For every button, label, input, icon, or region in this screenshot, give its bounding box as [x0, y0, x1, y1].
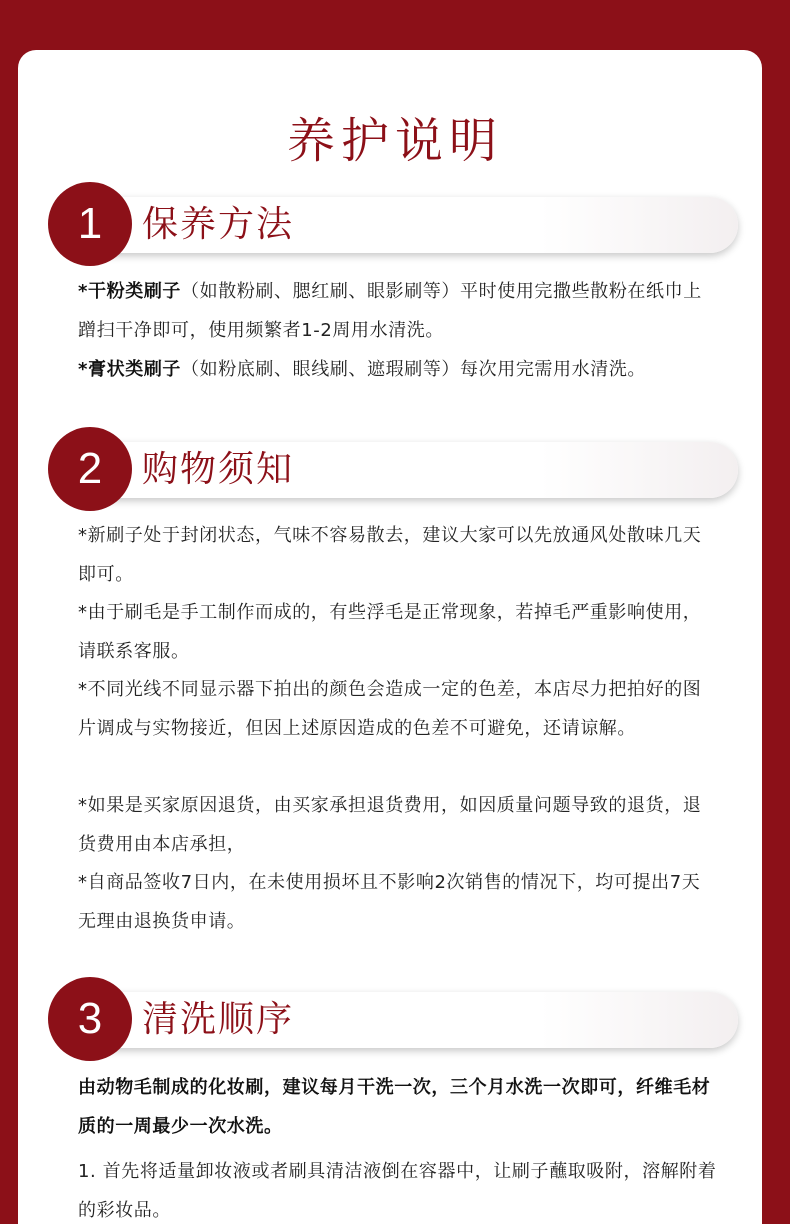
notice-item: *不同光线不同显示器下拍出的颜色会造成一定的色差，本店尽力把拍好的图片调成与实物接近，但因上述原因造成的色差不可避免，还请谅解。 — [78, 679, 702, 739]
notice-item: *如果是买家原因退货，由买家承担退货费用，如因质量问题导致的退货，退货费用由本店承担， — [78, 795, 702, 855]
cleaning-step: 1. 首先将适量卸妆液或者刷具清洁液倒在容器中，让刷子蘸取吸附，溶解附着的彩妆品。 — [78, 1161, 717, 1221]
page-title: 养护说明 — [286, 113, 503, 169]
section-title: 购物须知 — [142, 449, 295, 490]
section-title: 保养方法 — [142, 204, 295, 245]
section-number-badge: 3 — [48, 977, 132, 1061]
notice-item: *自商品签收7日内，在未使用损坏且不影响2次销售的情况下，均可提出7天无理由退换货申请。 — [78, 872, 701, 932]
care-item-text: （如粉底刷、眼线刷、遮瑕刷等）每次用完需用水清洗。 — [181, 359, 647, 380]
care-item-lead: *干粉类刷子 — [78, 281, 182, 302]
section-header-cleaning-order — [48, 977, 738, 1061]
section-number-badge: 1 — [48, 182, 132, 266]
notice-item: *新刷子处于封闭状态，气味不容易散去，建议大家可以先放通风处散味几天即可。 — [78, 525, 702, 585]
section-header-care-method — [48, 182, 738, 266]
care-item-lead: *膏状类刷子 — [78, 359, 182, 380]
section-number-badge: 2 — [48, 427, 132, 511]
notice-item: *由于刷毛是手工制作而成的，有些浮毛是正常现象，若掉毛严重影响使用，请联系客服。 — [78, 602, 702, 662]
care-item-text: （如散粉刷、腮红刷、眼影刷等）平时使用完撒些散粉在纸巾上蹭扫干净即可，使用频繁者1-2周用水清洗。 — [78, 281, 702, 341]
section-title: 清洗顺序 — [142, 999, 295, 1040]
section-header-shopping-notice — [48, 427, 738, 511]
care-item-dry-powder-brush — [78, 272, 718, 350]
cleaning-intro: 由动物毛制成的化妆刷，建议每月干洗一次，三个月水洗一次即可，纤维毛材质的一周最少一次水洗。 — [78, 1077, 711, 1137]
care-item-cream-brush — [78, 350, 718, 389]
